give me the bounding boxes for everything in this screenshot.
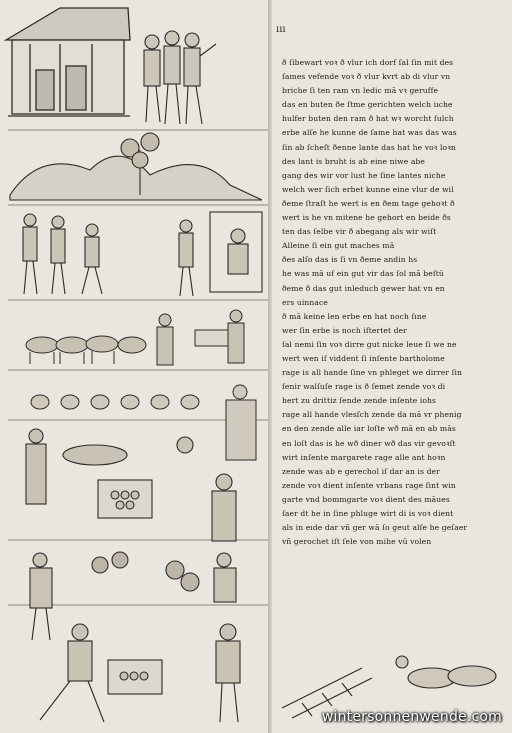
text-line: das en buten ðe ſtme gerichten welch iıche (282, 100, 453, 110)
text-line: vñ gerochet iſt ſele von mihe vū volen (282, 537, 432, 547)
text-line: wirt inſente margarete rage alle ant hoꝛn (282, 452, 446, 462)
text-line: ers uinnace (282, 297, 328, 307)
text-line: briche ſi ten ram vn ledic mā vꝛ geruffe (282, 86, 439, 96)
figure-group-5 (40, 624, 240, 722)
text-line: ðes alſo das is ſi vn ðeme andin hs (282, 255, 418, 265)
folio-mark: ııı (276, 24, 286, 35)
landscape-drawing (10, 133, 262, 200)
figure-group-4 (30, 552, 236, 640)
manuscript-text-column (282, 56, 504, 656)
watermark: wintersonnenwende.com (321, 709, 502, 725)
text-line: ſenir walſuſe rage is ð ſemet zende voꝛ di (282, 382, 446, 392)
text-line: erbe alſe he kunne de ſame hat was das was (282, 128, 457, 138)
text-line: des lant is bruht is ab eine niwe abe (282, 156, 426, 166)
text-line: garte vnd bommgarte voꝛ dient des māues (282, 494, 450, 504)
text-line: rage all hande vlesſch zende da mā vr phenig (282, 410, 462, 420)
text-line: ð ſibewart voꝛ ð vlur ich dorf ſal ſin mit des (282, 58, 454, 67)
text-line: ſames vefende voꝛ ð vlur kvrt ab di vlur vn (282, 72, 451, 82)
text-line: en den zende alle iar loſte wð mā en ab mās (282, 424, 456, 434)
page-gutter (268, 0, 272, 733)
text-line: ſin ab ſcheſt ðenne lante das hat he voꝛ loꝛn (282, 142, 456, 152)
text-line: ten das ſelbe vir ð abegang als wir wiſt (282, 227, 437, 237)
text-line: en loſt das is he wð diner wð das vir gevoꝛſt (282, 438, 456, 448)
text-line: als in eıde dar vñ ger wā ſo geut alſe he geſaer (282, 523, 468, 533)
text-line: he was mā uf ein gut vir das ſol mā beſtū (282, 269, 444, 279)
text-line: zende was ab e gerechol iſ dar an is der (282, 466, 440, 476)
figure-group-2 (23, 212, 262, 296)
text-line: wert is he vn mitene he gehort en beide ðs (282, 213, 451, 223)
house-drawing (6, 8, 130, 116)
text-line: zende voꝛ dient inſente vrbans rage ſint win (282, 480, 456, 490)
figure-group-1 (144, 31, 216, 124)
text-line: ſaer dt he in ſine phluge wirt di is voꝛ dient (282, 509, 454, 518)
text-line: Alleine ſi ein gut maches mā (282, 241, 395, 251)
text-line: gang des wir vor lust he ſine lantes niche (282, 170, 446, 180)
text-line: ſal nemi ſin voꝛ dirre gut nicke leue ſi we ne (282, 339, 457, 349)
text-line: ð mā keine len erbe en hat noch ſıne (282, 311, 427, 321)
text-line: ðeme ð das gut inleduch gewer hat vn en (282, 283, 445, 293)
text-line: wer ſin erbe is noch iſtertet der (282, 325, 407, 335)
animal-row-1 (26, 310, 244, 365)
bird-row (31, 385, 256, 460)
text-line: hert zu drittiz ſende zende inſente iohs (282, 396, 437, 406)
figure-group-3 (26, 429, 236, 541)
text-line: hulfer buten den ram ð hat wꝛ worcht ſulch (282, 114, 454, 124)
text-line: ðeme ſtraſt he wert is en ðem tage gehoꝛt ð (282, 198, 455, 208)
text-line: welch wer ſich erbet kunne eine vlur de wil (282, 184, 454, 194)
text-line: rage is all hande ſine vn phleget we dirrer ſin (282, 368, 462, 378)
text-line: wert wen iſ viddent ſi inſente bartholome (282, 353, 445, 363)
